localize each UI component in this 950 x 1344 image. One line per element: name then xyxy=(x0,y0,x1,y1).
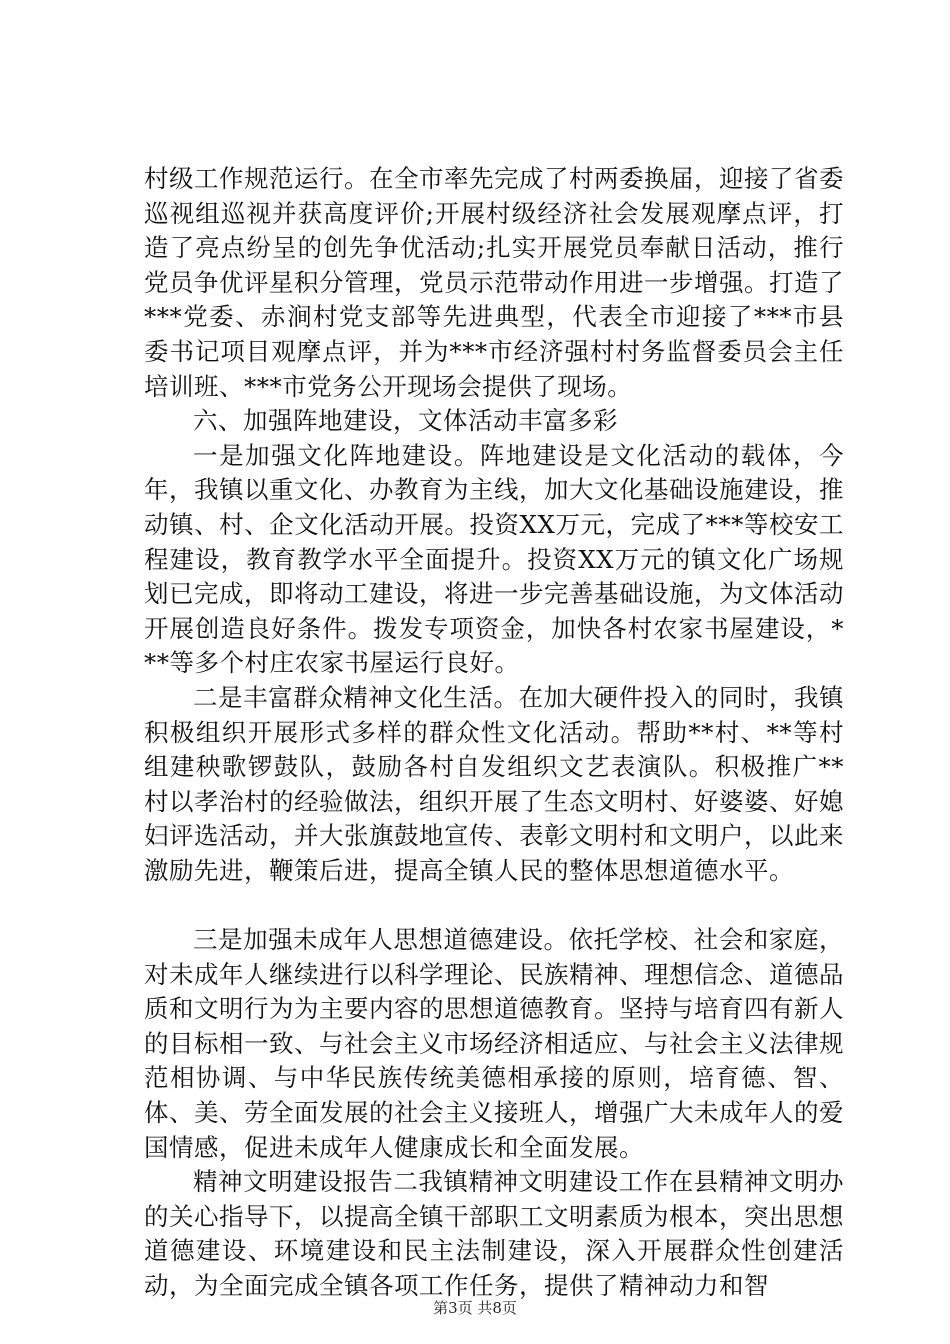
document-body xyxy=(144,162,844,1304)
paragraph-report-two: 精神文明建设报告二我镇精神文明建设工作在县精神文明办的关心指导下，以提高全镇干部职工文明素质为根本，突出思想道德建设、环境建设和民主法制建设，深入开展群众性创建活动，为全面完成全镇各项工作任务，提供了精神动力和智 xyxy=(144,1167,844,1300)
paragraph-party-building: 村级工作规范运行。在全市率先完成了村两委换届，迎接了省委巡视组巡视并获高度评价;开展村级经济社会发展观摩点评，打造了亮点纷呈的创先争优活动;扎实开展党员奉献日活动，推行党员争优评星积分管理，党员示范带动作用进一步增强。打造了***党委、赤涧村党支部等先进典型，代表全市迎接了***市县委书记项目观摩点评，并为***市经济强村村务监督委员会主任培训班、***市党务公开现场会提供了现场。 xyxy=(144,164,844,401)
page-number-footer: 第3页 共8页 xyxy=(433,1299,517,1317)
paragraph-cultural-life: 二是丰富群众精神文化生活。在加大硬件投入的同时，我镇积极组织开展形式多样的群众性文化活动。帮助**村、**等村组建秧歌锣鼓队，鼓励各村自发组织文艺表演队。积极推广**村以孝治村的经验做法，组织开展了生态文明村、好婆婆、好媳妇评选活动，并大张旗鼓地宣传、表彰文明村和文明户，以此来激励先进，鞭策后进，提高全镇人民的整体思想道德水平。 xyxy=(144,682,844,885)
paragraph-cultural-facilities: 一是加强文化阵地建设。阵地建设是文化活动的载体，今年，我镇以重文化、办教育为主线，加大文化基础设施建设，推动镇、村、企文化活动开展。投资XX万元，完成了***等校安工程建设，教育教学水平全面提升。投资XX万元的镇文化广场规划已完成，即将动工建设，将进一步完善基础设施，为文体活动开展创造良好条件。拨发专项资金，加快各村农家书屋建设，***等多个村庄农家书屋运行良好。 xyxy=(144,440,844,678)
section-heading-six: 六、加强阵地建设，文体活动丰富多彩 xyxy=(193,406,618,436)
paragraph-youth-morality: 三是加强未成年人思想道德建设。依托学校、社会和家庭，对未成年人继续进行以科学理论、民族精神、理想信念、道德品质和文明行为为主要内容的思想道德教育。坚持与培育四有新人的目标相一致、与社会主义市场经济相适应、与社会主义法律规范相协调、与中华民族传统美德相承接的原则，培育德、智、体、美、劳全面发展的社会主义接班人，增强广大未成年人的爱国情感，促进未成年人健康成长和全面发展。 xyxy=(144,925,844,1162)
